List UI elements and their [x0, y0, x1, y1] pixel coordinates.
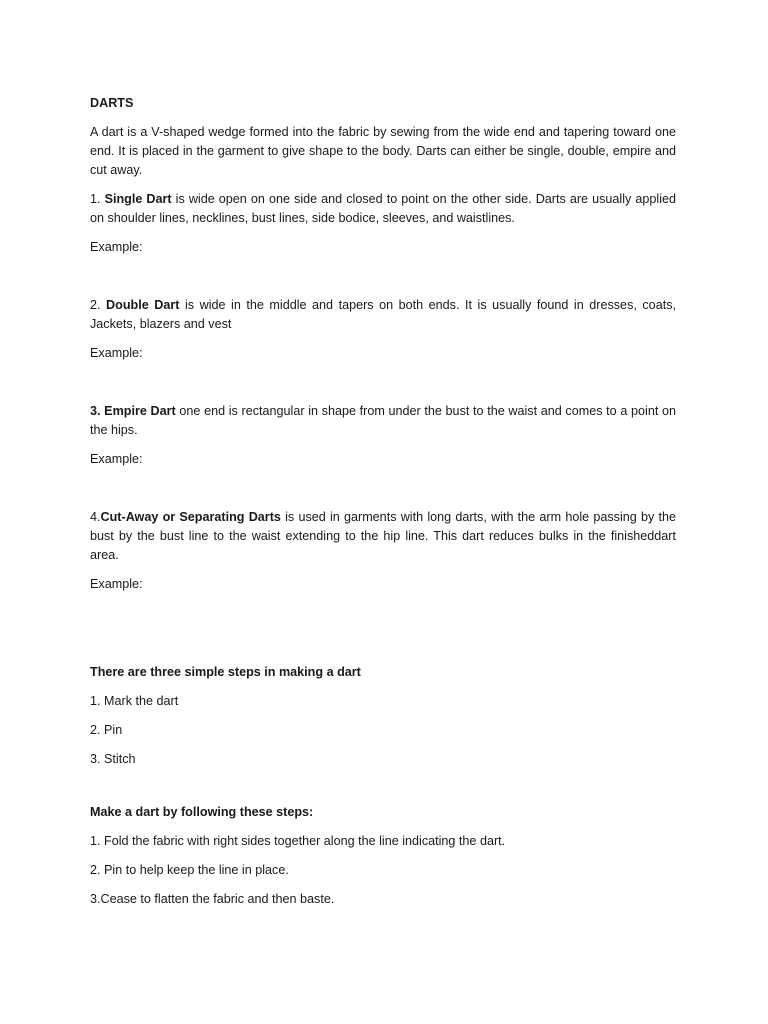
single-dart-paragraph — [90, 190, 676, 228]
empire-dart-paragraph — [90, 402, 676, 440]
make-step-item: 3.Cease to flatten the fabric and then baste. — [90, 892, 335, 906]
cut-away-dart-text: is used in garments with long darts, with the arm hole passing by the bust by the bust line to the waist extending to the hip line. This dart reduces bulks in the finisheddart area. — [90, 510, 677, 562]
document-body — [90, 94, 676, 919]
term-empire-dart: 3. Empire Dart — [90, 404, 176, 418]
cut-away-dart-paragraph — [90, 508, 676, 565]
make-step-item: 1. Fold the fabric with right sides together along the line indicating the dart. — [90, 834, 506, 848]
double-dart-paragraph — [90, 296, 676, 334]
intro-paragraph: A dart is a V-shaped wedge formed into the fabric by sewing from the wide end and tapering toward one end. It is placed in the garment to give shape to the body. Darts can either be single, double, empire and cut away. — [90, 125, 676, 177]
double-dart-example: Example: — [90, 346, 143, 360]
term-cut-away-dart: Cut-Away or Separating Darts — [100, 510, 281, 524]
empire-dart-text: one end is rectangular in shape from under the bust to the waist and comes to a point on the hips. — [90, 404, 677, 437]
simple-step-item: 1. Mark the dart — [90, 694, 179, 708]
spacer — [90, 479, 676, 508]
empire-dart-example: Example: — [90, 452, 143, 466]
single-dart-example: Example: — [90, 240, 143, 254]
spacer — [90, 779, 676, 803]
spacer — [90, 604, 676, 663]
term-double-dart: Double Dart — [106, 298, 180, 312]
term-single-dart: Single Dart — [104, 192, 172, 206]
item-prefix: 1. — [90, 192, 105, 206]
simple-step-item: 2. Pin — [90, 723, 123, 737]
single-dart-text: is wide open on one side and closed to point on the other side. Darts are usually applied on shoulder lines, necklines, bust lines, side bodice, sleeves, and waistlines. — [90, 192, 676, 225]
document-title: DARTS — [90, 96, 134, 110]
item-prefix: 4. — [90, 510, 101, 524]
item-prefix: 2. — [90, 298, 107, 312]
make-step-item: 2. Pin to help keep the line in place. — [90, 863, 289, 877]
simple-steps-heading: There are three simple steps in making a dart — [90, 665, 361, 679]
make-steps-heading: Make a dart by following these steps: — [90, 805, 314, 819]
spacer — [90, 267, 676, 296]
cut-away-dart-example: Example: — [90, 577, 143, 591]
spacer — [90, 373, 676, 402]
double-dart-text: is wide in the middle and tapers on both ends. It is usually found in dresses, coats, Jackets, blazers and vest — [90, 298, 676, 331]
simple-step-item: 3. Stitch — [90, 752, 136, 766]
